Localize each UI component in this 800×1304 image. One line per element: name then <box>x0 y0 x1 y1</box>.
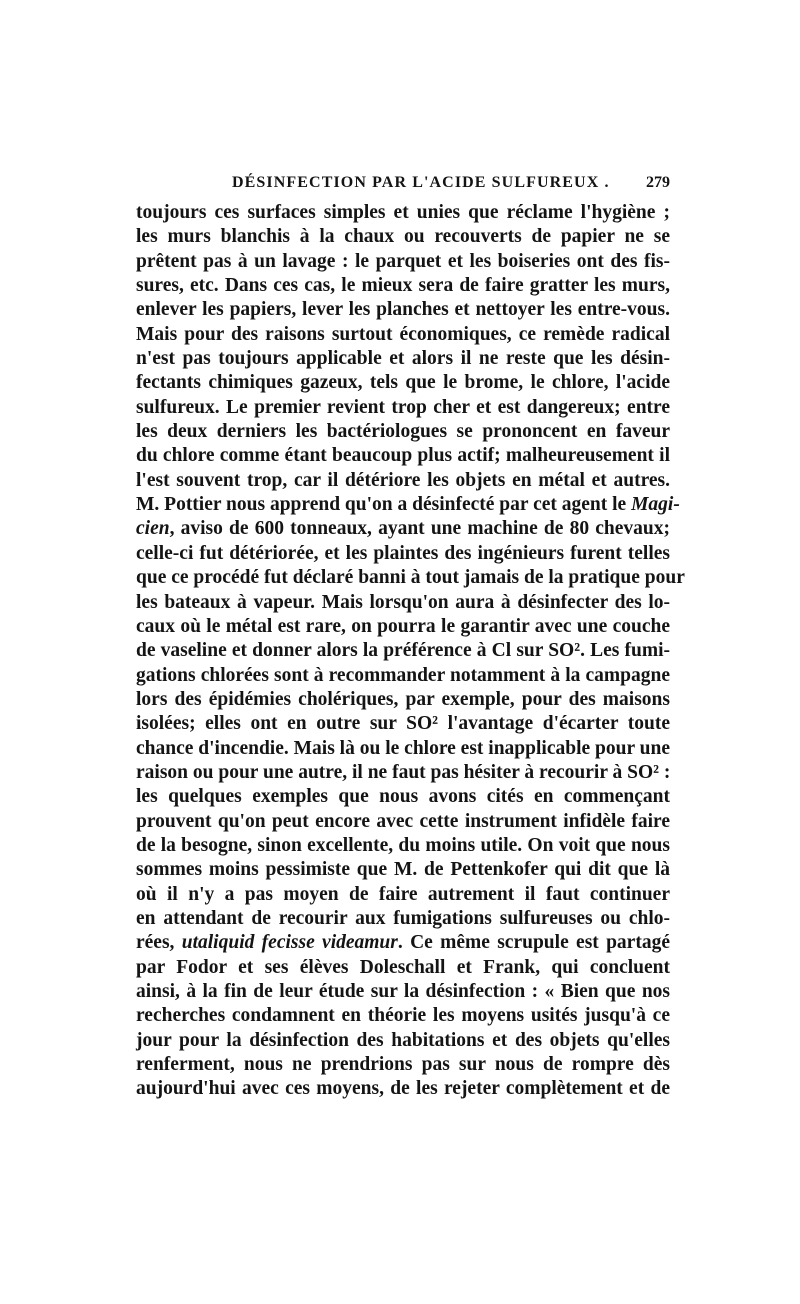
text-line: sulfureux. Le premier revient trop cher et est dangereux; entre <box>136 396 670 418</box>
text-line: ainsi, à la fin de leur étude sur la désinfection : « Bien que nos <box>136 981 670 1002</box>
text-line: n'est pas toujours applicable et alors il ne reste que les désin- <box>136 348 670 370</box>
text-line: de vaseline et donner alors la préférence à Cl sur SO². Les fumi- <box>136 640 670 662</box>
text-line: les deux derniers les bactériologues se prononcent en faveur <box>136 421 670 443</box>
italic-phrase: Magi- <box>631 494 680 516</box>
text-line: fectants chimiques gazeux, tels que le brome, le chlore, l'acide <box>136 372 670 394</box>
text-line: toujours ces surfaces simples et unies que réclame l'hygiène ; <box>136 202 670 223</box>
text-line: chance d'incendie. Mais là ou le chlore est inapplicable pour une <box>136 737 670 759</box>
text-line: les bateaux à vapeur. Mais lorsqu'on aura à désinfecter des lo- <box>136 591 670 613</box>
text-line: lors des épidémies cholériques, par exemple, pour des maisons <box>136 688 670 710</box>
running-head-title: DÉSINFECTION PAR L'ACIDE SULFUREUX . <box>232 174 610 191</box>
text-line: où il n'y a pas moyen de faire autrement il faut continuer <box>136 883 670 905</box>
text-line: de la besogne, sinon excellente, du moins utile. On voit que nous <box>136 834 670 856</box>
text-line: prouvent qu'on peut encore avec cette instrument infidèle faire <box>136 810 670 832</box>
text-line: rées, utaliquid fecisse videamur. Ce même scrupule est partagé <box>136 932 670 954</box>
text-line: celle-ci fut détériorée, et les plaintes des ingénieurs furent telles <box>136 542 670 564</box>
text-line: renferment, nous ne prendrions pas sur nous de rompre dès <box>136 1054 670 1076</box>
text-line: caux où le métal est rare, on pourra le garantir avec une couche <box>136 615 670 637</box>
text-line: recherches condamnent en théorie les moyens usités jusqu'à ce <box>136 1005 670 1027</box>
italic-phrase: cien <box>136 518 170 540</box>
text-line: les quelques exemples que nous avons cités en commençant <box>136 786 670 808</box>
text-line: M. Pottier nous apprend qu'on a désinfecté par cet agent le Magi- <box>136 494 680 516</box>
text-line: les murs blanchis à la chaux ou recouverts de papier ne se <box>136 226 670 248</box>
text-line: du chlore comme étant beaucoup plus actif; malheureusement il <box>136 445 670 467</box>
page-number: 279 <box>646 174 670 191</box>
text-line: jour pour la désinfection des habitations et des objets qu'elles <box>136 1029 670 1051</box>
italic-phrase: utaliquid fecisse videamur <box>181 932 398 954</box>
text-line: que ce procédé fut déclaré banni à tout jamais de la pratique pour <box>136 567 685 589</box>
text-line: sommes moins pessimiste que M. de Pettenkofer qui dit que là <box>136 859 670 881</box>
text-line: isolées; elles ont en outre sur SO² l'avantage d'écarter toute <box>136 713 670 735</box>
text-line: par Fodor et ses élèves Doleschall et Frank, qui concluent <box>136 956 670 978</box>
text-line: en attendant de recourir aux fumigations sulfureuses ou chlo- <box>136 907 670 929</box>
body-text <box>136 201 685 1102</box>
text-line: enlever les papiers, lever les planches et nettoyer les entre-vous. <box>136 299 670 321</box>
text-line: gations chlorées sont à recommander notamment à la campagne <box>136 664 670 686</box>
text-line: sures, etc. Dans ces cas, le mieux sera de faire gratter les murs, <box>136 275 670 297</box>
text-line: cien, aviso de 600 tonneaux, ayant une machine de 80 chevaux; <box>136 518 670 540</box>
running-head <box>136 174 670 198</box>
text-line: aujourd'hui avec ces moyens, de les rejeter complètement et de <box>136 1078 670 1100</box>
text-line: l'est souvent trop, car il détériore les objets en métal et autres. <box>136 469 670 491</box>
text-line: raison ou pour une autre, il ne faut pas hésiter à recourir à SO² : <box>136 761 671 783</box>
text-line: prêtent pas à un lavage : le parquet et les boiseries ont des fis- <box>136 250 670 272</box>
text-line: Mais pour des raisons surtout économiques, ce remède radical <box>136 323 670 345</box>
